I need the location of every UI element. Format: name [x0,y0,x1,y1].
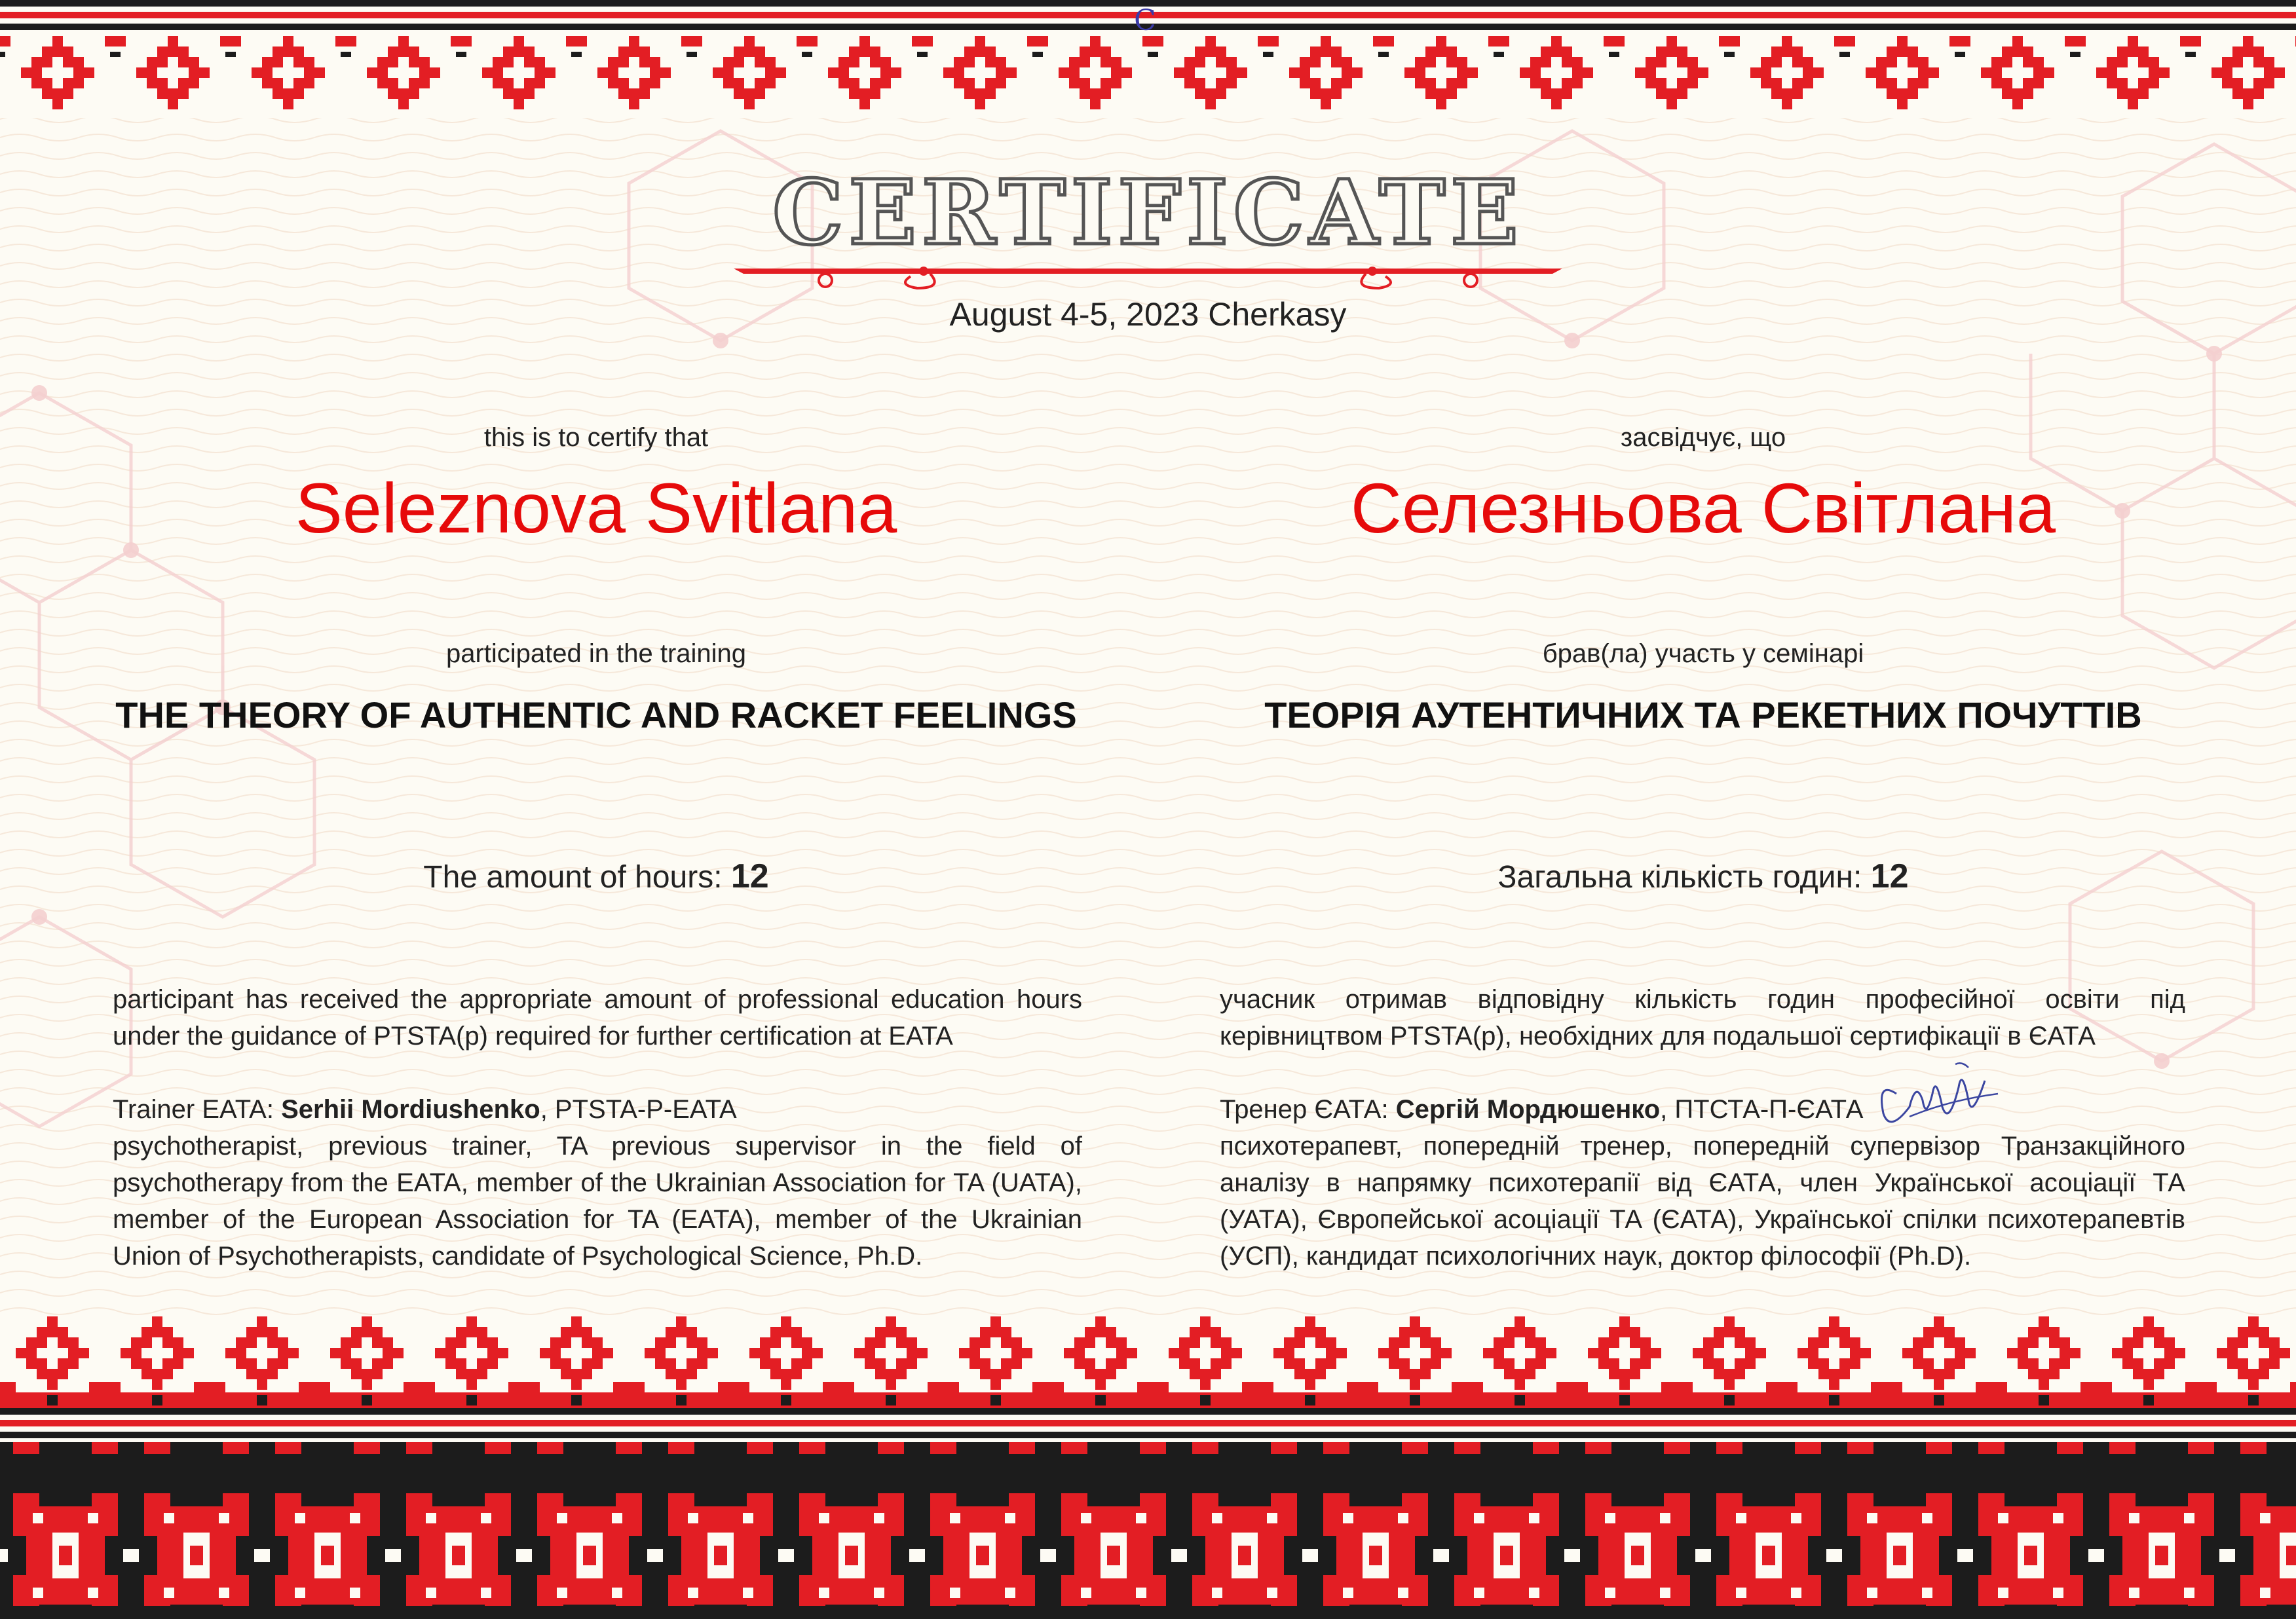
ukrainian-hours [1218,855,2188,899]
title-ornament [734,255,1562,295]
ukrainian-certify-label: засвідчує, що [1620,423,1786,452]
english-trainer-label: Trainer EATA: [113,1095,282,1124]
english-trainer-name: Serhii Mordiushenko [281,1095,540,1124]
date-place: August 4-5, 2023 Cherkasy [949,296,1347,333]
ukrainian-recipient-name: Селезньова Світлана [1350,468,2056,548]
ukrainian-course-title: ТЕОРІЯ АУТЕНТИЧНИХ ТА РЕКЕТНИХ ПОЧУТТІВ [1264,694,2142,735]
english-participated-label: participated in the training [445,639,747,668]
ukrainian-hours-label: Загальна кількість годин: [1497,860,1871,895]
english-certify-label: this is to certify that [483,423,709,452]
top-mark: C [1134,4,1156,37]
ukrainian-trainer-title: , ПТСТА-П-ЄАТА [1660,1095,1864,1124]
ukrainian-trainer-label: Тренер ЄАТА: [1220,1095,1396,1124]
ukrainian-hours-value: 12 [1870,857,1909,895]
trainer-signature [1870,1054,2001,1140]
english-hours-label: The amount of hours: [423,860,731,895]
ukrainian-trainer-bio: психотерапевт, попередній тренер, попередній супервізор Транзакційного аналізу в напрямку психотерапії від ЄАТА, член Української асоціації ТА (УАТА), Європейської асоціації ТА (ЄАТА), Української спілки психотерапевтів (УСП), кандидат психологічних наук, доктор філософії (Ph.D). [1220,1132,2185,1271]
ukrainian-education-text: учасник отримав відповідну кількість годин професійної освіти під керівництвом PTSTA(p), необхідних для подальшої сертифікації в ЄАТА [1220,985,2185,1051]
english-hours [111,855,1081,899]
english-education-text: participant has received the appropriate amount of professional education hours under the guidance of PTSTA(p) required for further certification at EATA [113,985,1082,1051]
english-details [113,981,1082,1275]
ukrainian-participated-label: брав(ла) участь у семінарі [1542,639,1864,668]
bottom-embroidery-border [0,1310,2296,1619]
english-course-title: THE THEORY OF AUTHENTIC AND RACKET FEELINGS [115,694,1077,735]
english-hours-value: 12 [730,857,769,895]
english-recipient-name: Seleznova Svitlana [295,468,897,548]
ukrainian-trainer-name: Сергій Мордюшенко [1395,1095,1661,1124]
english-trainer-bio: psychotherapist, previous trainer, TA previous supervisor in the field of psychotherapy from the EATA, member of the Ukrainian Association for TA (UATA), member of the European Association for TA (EATA), member of the Ukrainian Union of Psychotherapists, candidate of Psychological Science, Ph.D. [113,1132,1082,1271]
certificate-title: CERTIFICATE [772,160,1524,265]
english-trainer-line [113,1091,1082,1128]
ukrainian-details [1220,981,2185,1275]
english-trainer-title: , PTSTA-P-EATA [540,1095,737,1124]
ukrainian-trainer-line [1220,1091,2185,1128]
